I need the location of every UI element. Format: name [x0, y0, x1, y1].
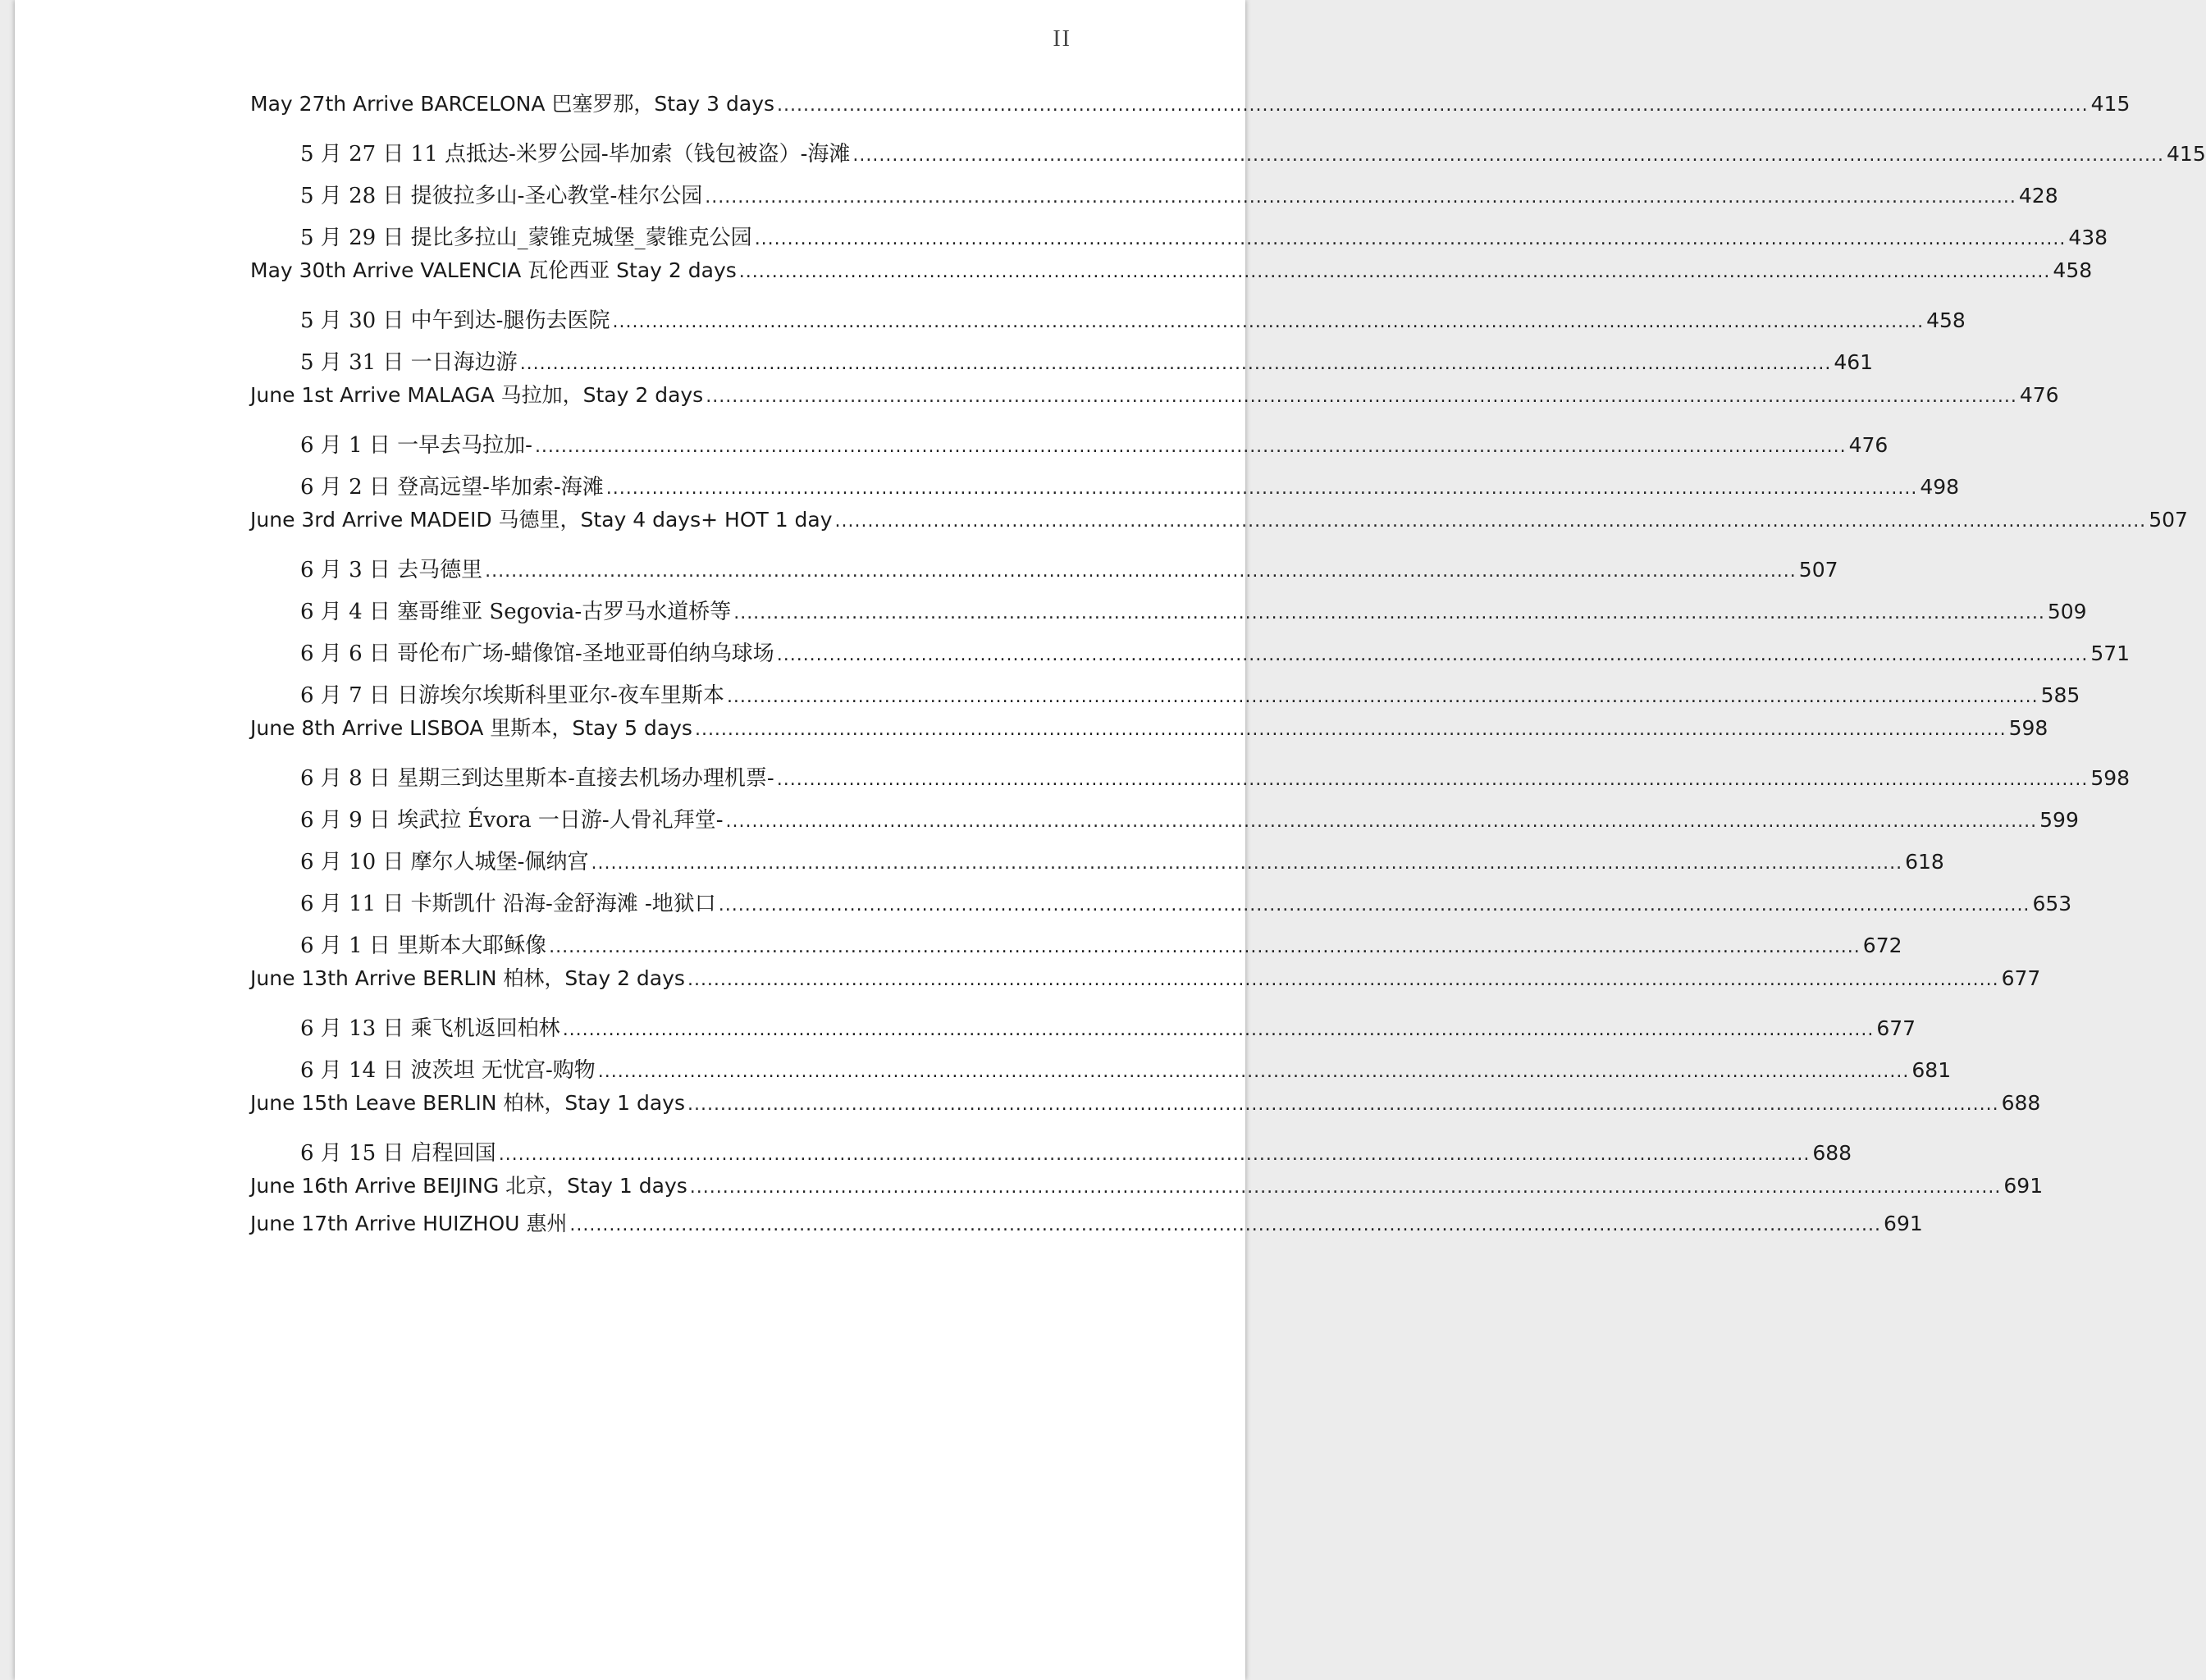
- toc-entry-title: June 1st Arrive MALAGA 马拉加，Stay 2 days: [250, 383, 704, 407]
- dot-leader: [520, 343, 1832, 385]
- dot-leader: [706, 385, 2017, 409]
- toc-entry-title: 6 月 4 日 塞哥维亚 Segovia-古罗马水道桥等: [300, 600, 732, 624]
- dot-leader: [687, 1093, 1999, 1117]
- toc-entry-page-number: 598: [2008, 716, 2048, 740]
- toc-entry-page-number: 653: [2032, 892, 2072, 915]
- toc-entry-page-number: 688: [2001, 1091, 2041, 1115]
- toc-entry[interactable]: [250, 883, 2072, 924]
- dot-leader: [726, 801, 2038, 842]
- toc-entry-title: 5 月 31 日 一日海边游: [300, 350, 518, 375]
- toc-entry-page-number: 458: [2053, 258, 2093, 282]
- toc-entry[interactable]: [250, 841, 1944, 883]
- toc-entry[interactable]: [250, 924, 1902, 966]
- toc-entry[interactable]: [250, 466, 1960, 508]
- toc-entry-page-number: 599: [2039, 808, 2079, 832]
- toc-entry-title: 6 月 2 日 登高远望-毕加索-海滩: [300, 475, 604, 500]
- toc-entry-page-number: 428: [2018, 184, 2058, 208]
- toc-entry-title: 5 月 27 日 11 点抵达-米罗公园-毕加索（钱包被盗）-海滩: [300, 142, 851, 167]
- dot-leader: [535, 422, 1847, 471]
- toc-entry[interactable]: [250, 1212, 1923, 1249]
- toc-entry[interactable]: [250, 217, 2108, 258]
- dot-leader: [485, 547, 1797, 596]
- toc-entry[interactable]: [250, 508, 2188, 546]
- page-number: II: [1053, 26, 1071, 52]
- toc-entry-title: June 16th Arrive BEIJING 北京，Stay 1 days: [250, 1174, 687, 1198]
- toc-entry[interactable]: [250, 258, 2093, 296]
- dot-leader: [499, 1130, 1811, 1179]
- toc-entry[interactable]: [250, 1091, 2041, 1129]
- toc-entry-page-number: 598: [2090, 766, 2131, 790]
- toc-entry-title: 6 月 7 日 日游埃尔埃斯科里亚尔-夜车里斯本: [300, 683, 724, 708]
- toc-entry-page-number: 677: [2001, 966, 2041, 990]
- toc-entry-page-number: 571: [2090, 641, 2131, 665]
- dot-leader: [727, 676, 2039, 718]
- toc-entry-page-number: 415: [2167, 142, 2206, 166]
- dot-leader: [687, 968, 1999, 993]
- toc-entry-page-number: 438: [2068, 226, 2108, 249]
- toc-entry-page-number: 458: [1926, 308, 1966, 332]
- toc-entry[interactable]: [250, 966, 2041, 1004]
- toc-entry-title: May 27th Arrive BARCELONA 巴塞罗那，Stay 3 days: [250, 92, 775, 116]
- toc-entry-title: May 30th Arrive VALENCIA 瓦伦西亚 Stay 2 days: [250, 258, 737, 282]
- document-page: [15, 0, 2206, 1680]
- dot-leader: [835, 509, 2147, 534]
- toc-entry-title: 6 月 11 日 卡斯凯什 沿海-金舒海滩 -地狱口: [300, 892, 716, 916]
- toc-entry-title: 6 月 14 日 波茨坦 无忧宫-购物: [300, 1058, 596, 1083]
- toc-entry-title: 5 月 28 日 提彼拉多山-圣心教堂-桂尔公园: [300, 184, 703, 208]
- dot-leader: [777, 634, 2089, 676]
- toc-entry-title: 6 月 3 日 去马德里: [300, 558, 483, 582]
- dot-leader: [777, 756, 2089, 804]
- toc-entry-page-number: 476: [2019, 383, 2059, 407]
- toc-entry-title: June 13th Arrive BERLIN 柏林，Stay 2 days: [250, 966, 685, 990]
- toc-entry-page-number: 415: [2090, 92, 2131, 116]
- toc-entry[interactable]: [250, 1004, 1916, 1049]
- toc-entry-page-number: 681: [1911, 1058, 1952, 1082]
- toc-entry-page-number: 509: [2047, 600, 2087, 623]
- toc-entry-title: 6 月 6 日 哥伦布广场-蜡像馆-圣地亚哥伯纳乌球场: [300, 641, 774, 666]
- toc-entry-title: June 15th Leave BERLIN 柏林，Stay 1 days: [250, 1091, 685, 1115]
- dot-leader: [755, 218, 2067, 260]
- toc-entry[interactable]: [250, 130, 2206, 175]
- dot-leader: [739, 260, 2051, 285]
- toc-entry-title: 5 月 29 日 提比多拉山_蒙锥克城堡_蒙锥克公园: [300, 226, 752, 250]
- toc-entry[interactable]: [250, 1049, 1952, 1091]
- dot-leader: [695, 718, 2007, 742]
- toc-entry-title: 6 月 1 日 一早去马拉加-: [300, 433, 532, 458]
- toc-entry-page-number: 507: [2149, 508, 2188, 532]
- toc-entry-page-number: 585: [2040, 683, 2080, 707]
- toc-entry[interactable]: [250, 591, 2087, 632]
- toc-entry-page-number: 691: [2003, 1174, 2044, 1198]
- toc-entry[interactable]: [250, 546, 1838, 591]
- dot-leader: [606, 468, 1918, 509]
- dot-leader: [598, 1051, 1910, 1093]
- dot-leader: [719, 884, 2030, 926]
- toc-entry-page-number: 618: [1905, 850, 1944, 874]
- toc-entry[interactable]: [250, 92, 2131, 130]
- toc-entry[interactable]: [250, 1129, 1852, 1174]
- toc-entry-title: June 8th Arrive LISBOA 里斯本，Stay 5 days: [250, 716, 692, 740]
- toc-entry[interactable]: [250, 421, 1889, 466]
- toc-entry-title: 6 月 10 日 摩尔人城堡-佩纳宫: [300, 850, 589, 874]
- toc-entry-title: 6 月 15 日 启程回国: [300, 1141, 496, 1166]
- dot-leader: [690, 1176, 2002, 1200]
- toc-entry[interactable]: [250, 1174, 2044, 1212]
- dot-leader: [612, 298, 1924, 346]
- toc-entry-page-number: 498: [1920, 475, 1960, 499]
- toc-entry-page-number: 688: [1812, 1141, 1852, 1165]
- toc-entry[interactable]: [250, 716, 2048, 754]
- toc-entry[interactable]: [250, 799, 2079, 841]
- toc-entry-title: 6 月 1 日 里斯本大耶稣像: [300, 934, 547, 958]
- toc-entry-title: June 3rd Arrive MADEID 马德里，Stay 4 days+ HOT 1 day: [250, 508, 833, 532]
- toc-entry-page-number: 691: [1884, 1212, 1923, 1235]
- toc-entry-page-number: 476: [1848, 433, 1889, 457]
- dot-leader: [777, 94, 2089, 118]
- dot-leader: [705, 176, 2016, 218]
- toc-entry-title: June 17th Arrive HUIZHOU 惠州: [250, 1212, 568, 1235]
- toc-entry-title: 6 月 9 日 埃武拉 Évora 一日游-人骨礼拜堂-: [300, 808, 724, 833]
- toc-entry-page-number: 461: [1834, 350, 1874, 374]
- toc-entry-title: 6 月 8 日 星期三到达里斯本-直接去机场办理机票-: [300, 766, 774, 791]
- dot-leader: [549, 926, 1861, 968]
- table-of-contents: [250, 92, 2206, 1249]
- dot-leader: [852, 131, 2164, 180]
- toc-entry[interactable]: [250, 754, 2131, 799]
- toc-entry-title: 5 月 30 日 中午到达-腿伤去医院: [300, 308, 610, 333]
- dot-leader: [591, 842, 1902, 884]
- toc-entry-page-number: 507: [1798, 558, 1838, 582]
- toc-entry-page-number: 672: [1862, 934, 1902, 957]
- toc-entry[interactable]: [250, 296, 1966, 341]
- dot-leader: [733, 592, 2045, 634]
- toc-entry[interactable]: [250, 632, 2131, 674]
- toc-entry-page-number: 677: [1876, 1016, 1916, 1040]
- dot-leader: [569, 1213, 1881, 1238]
- toc-entry[interactable]: [250, 341, 1874, 383]
- dot-leader: [563, 1006, 1875, 1054]
- toc-entry[interactable]: [250, 674, 2080, 716]
- toc-entry-title: 6 月 13 日 乘飞机返回柏林: [300, 1016, 560, 1041]
- toc-entry[interactable]: [250, 383, 2059, 421]
- toc-entry[interactable]: [250, 175, 2058, 217]
